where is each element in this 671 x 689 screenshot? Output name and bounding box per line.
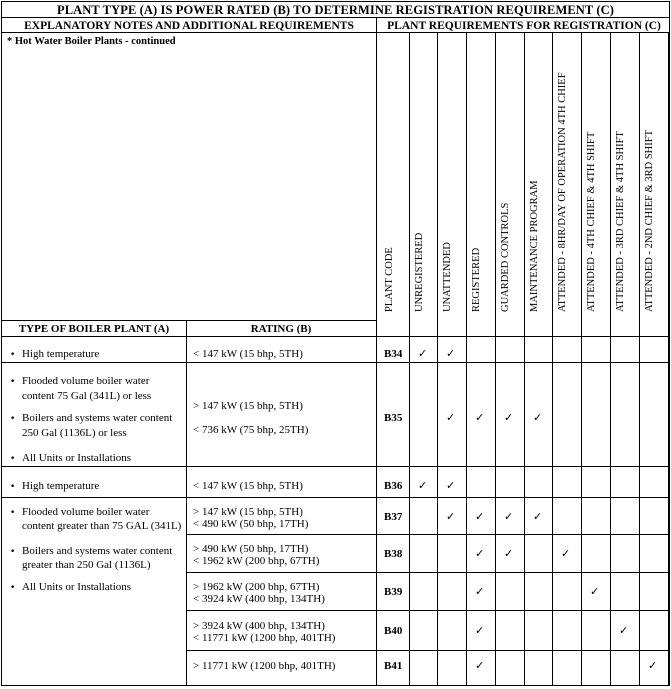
rating-text: < 11771 kW (1200 bhp, 401TH) [193,632,336,644]
grid-line [1,320,376,321]
plant-code: B41 [384,660,403,672]
type-label: High temperature [22,348,100,360]
rating-text: < 147 kW (15 bhp, 5TH) [193,480,303,492]
rating-text: > 147 kW (15 bhp, 5TH) [193,506,303,518]
type-label: High temperature [22,480,100,492]
type-label: All Units or Installations [22,452,132,464]
check-mark-icon: ✓ [446,510,456,523]
unregistered-header: UNREGISTERED [414,232,425,312]
grid-line [1,466,669,467]
check-mark-icon: ✓ [504,411,514,424]
plant-code: B34 [384,348,403,360]
attended-8hr-header: ATTENDED - 8HR/DAY OF OPERATION 4TH CHIEF [557,72,568,312]
check-mark-icon: ✓ [446,347,456,360]
check-mark-icon: ✓ [504,510,514,523]
grid-line [524,32,525,686]
rating-column-header: RATING (B) [250,323,312,335]
check-mark-icon: ✓ [475,411,485,424]
check-mark-icon: ✓ [475,547,485,560]
type-label: 250 Gal (1136L) or less [22,427,127,439]
rating-text: < 147 kW (15 bhp, 5TH) [193,348,303,360]
grid-line [437,32,438,686]
plant-code: B38 [384,548,403,560]
bullet-icon: • [10,508,16,518]
grid-line [1,32,669,33]
plant-code: B35 [384,412,403,424]
check-mark-icon: ✓ [533,510,543,523]
grid-line [668,32,669,686]
grid-line [1,497,186,498]
rating-text: < 1962 kW (200 bhp, 67TH) [193,555,320,567]
type-label: greater than 250 Gal (1136L) [22,559,151,571]
unattended-header: UNATTENDED [442,242,453,312]
check-mark-icon: ✓ [475,510,485,523]
type-label: content greater than 75 GAL (341L) [22,520,182,532]
grid-line [186,497,669,498]
rating-text: < 3924 kW (400 bhp, 134TH) [193,593,325,605]
type-label: All Units or Installations [22,581,132,593]
guarded-controls-header: GUARDED CONTROLS [500,202,511,312]
grid-line [409,32,410,686]
rating-text: < 490 kW (50 bhp, 17TH) [193,518,309,530]
grid-line [466,32,467,686]
check-mark-icon: ✓ [446,411,456,424]
grid-line [1,17,669,18]
check-mark-icon: ✓ [475,624,485,637]
check-mark-icon: ✓ [446,479,456,492]
bullet-icon: • [10,482,16,492]
check-mark-icon: ✓ [619,624,629,637]
attended-2nd-chief-3rd-shift-header: ATTENDED - 2ND CHIEF & 3RD SHIFT [644,130,655,312]
grid-line [1,362,669,363]
grid-line [186,610,669,611]
type-label: Flooded volume boiler water [22,506,150,518]
bullet-icon: • [10,414,16,424]
rating-text: > 3924 kW (400 bhp, 134TH) [193,620,325,632]
rating-text: > 11771 kW (1200 bhp, 401TH) [193,660,336,672]
grid-line [552,32,553,686]
registered-header: REGISTERED [471,247,482,312]
grid-line [610,32,611,686]
check-mark-icon: ✓ [418,347,428,360]
rating-text: < 736 kW (75 bhp, 25TH) [193,424,309,436]
plant-code: B39 [384,586,403,598]
grid-line [186,650,669,651]
right-header: PLANT REQUIREMENTS FOR REGISTRATION (C) [387,20,661,32]
rating-text: > 1962 kW (200 bhp, 67TH) [193,581,320,593]
type-label: content 75 Gal (341L) or less [22,390,152,402]
grid-line [186,534,669,535]
type-column-header: TYPE OF BOILER PLANT (A) [18,323,170,335]
grid-line [495,32,496,686]
grid-line [1,1,669,2]
bullet-icon: • [10,547,16,557]
check-mark-icon: ✓ [590,585,600,598]
attended-3rd-chief-4th-shift-header: ATTENDED - 3RD CHIEF & 4TH SHIFT [615,131,626,312]
grid-line [639,32,640,686]
maintenance-program-header: MAINTENANCE PROGRAM [529,180,540,312]
bullet-icon: • [10,583,16,593]
check-mark-icon: ✓ [418,479,428,492]
bullet-icon: • [10,377,16,387]
left-header: EXPLANATORY NOTES AND ADDITIONAL REQUIREMENTS [24,20,354,32]
bullet-icon: • [10,454,16,464]
type-label: Boilers and systems water content [22,545,173,557]
check-mark-icon: ✓ [504,547,514,560]
rating-text: > 490 kW (50 bhp, 17TH) [193,543,309,555]
grid-line [186,320,187,686]
plant-code: B37 [384,511,403,523]
rating-text: > 147 kW (15 bhp, 5TH) [193,400,303,412]
check-mark-icon: ✓ [533,411,543,424]
type-label: Boilers and systems water content [22,412,173,424]
plant-code: B40 [384,625,403,637]
grid-line [669,1,670,686]
plant-code-header: PLANT CODE [384,247,395,312]
table-title: PLANT TYPE (A) IS POWER RATED (B) TO DETERMINE REGISTRATION REQUIREMENT (C) [57,3,614,17]
grid-line [1,336,669,337]
check-mark-icon: ✓ [648,659,658,672]
grid-line [1,685,669,686]
plant-code: B36 [384,480,403,492]
check-mark-icon: ✓ [561,547,571,560]
type-label: Flooded volume boiler water [22,375,150,387]
bullet-icon: • [10,350,16,360]
grid-line [186,572,669,573]
grid-line [581,32,582,686]
grid-line [1,1,2,686]
attended-4th-chief-4th-shift-header: ATTENDED - 4TH CHIEF & 4TH SHIFT [586,131,597,312]
check-mark-icon: ✓ [475,659,485,672]
check-mark-icon: ✓ [475,585,485,598]
grid-line [376,17,377,686]
section-note: * Hot Water Boiler Plants - continued [7,36,176,47]
